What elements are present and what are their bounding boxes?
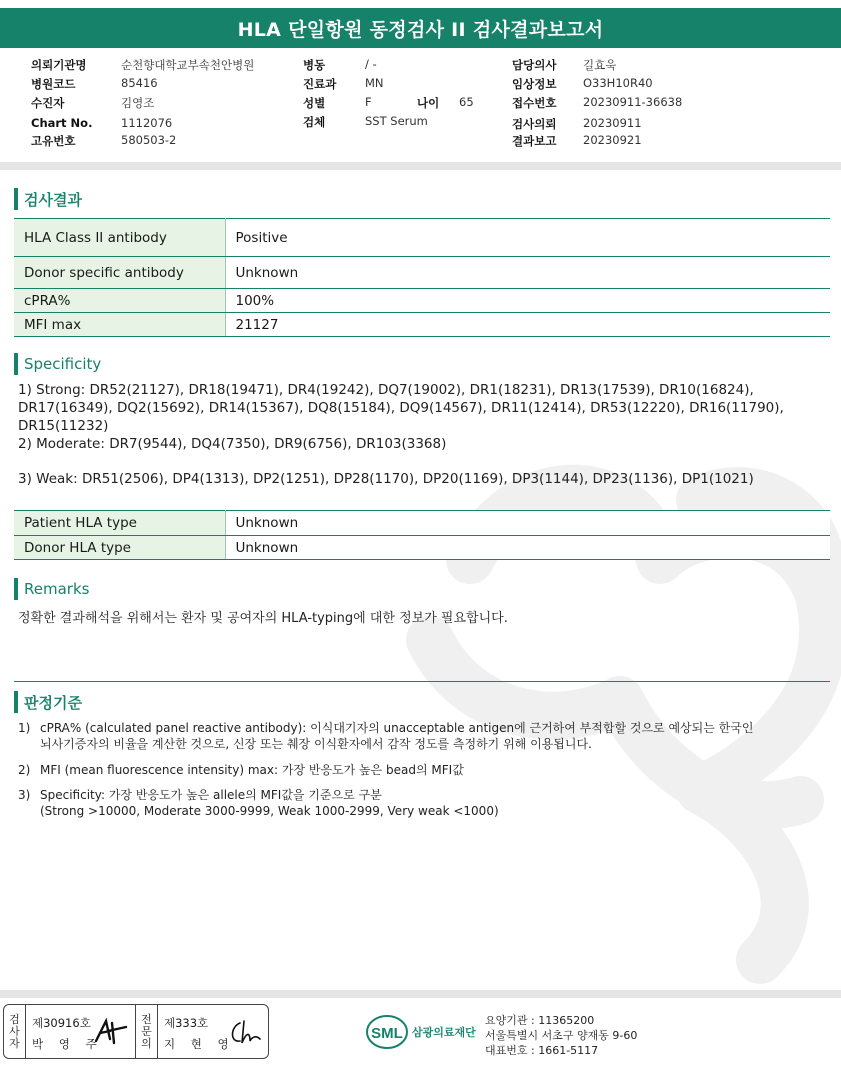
criteria-line: MFI (mean fluorescence intensity) max: 가장 반응도가 높은 bead의 MFI값 xyxy=(40,763,464,777)
examiner-number: 제30916호 xyxy=(32,1016,91,1030)
criteria-item: 2) MFI (mean fluorescence intensity) max: 가장 반응도가 높은 bead의 MFI값 xyxy=(18,762,808,780)
signature-box xyxy=(3,1004,269,1059)
table-row xyxy=(14,219,830,257)
heading-accent-bar xyxy=(14,691,18,713)
specificity-strong: 1) Strong: DR52(21127), DR18(19471), DR4(19242), DQ7(19002), DR1(18231), DR13(17539), DR10(16824), DR17(16349), DQ2(15692), DR14(15367), DQ8(15184), DQ9(14567), DR11(12414), DR53(12220), DR16(11790), DR15(11232) xyxy=(18,382,784,434)
hla-type-value: Unknown xyxy=(225,536,830,560)
specificity-moderate: 2) Moderate: DR7(9544), DQ4(7350), DR9(6756), DR103(3368) xyxy=(18,436,447,452)
specificity-weak: 3) Weak: DR51(2506), DP4(1313), DP2(1251), DP28(1170), DP20(1169), DP3(1144), DP23(1136), DP1(1021) xyxy=(18,471,754,487)
report-header: 의뢰기관명 순천향대학교부속천안병원 병원코드 85416 수진자 김영조 Chart No. 1112076 고유번호 580503-2 병동 / - 진료과 MN 성별 F 나이 65 검체 SST Serum 담당의사 길효욱 임상정보 O33H10R40 접수번호 20230911-36638 검사의뢰 20230911 결과보고 20230921 xyxy=(31,57,683,148)
table-row xyxy=(14,511,830,536)
remarks-divider xyxy=(14,681,830,682)
report-title: HLA 단일항원 동정검사 II 검사결과보고서 xyxy=(0,8,841,48)
heading-accent-bar xyxy=(14,578,18,600)
result-key: HLA Class II antibody xyxy=(14,219,225,257)
criteria-heading: 판정기준 xyxy=(14,691,82,713)
result-value: Positive xyxy=(225,219,830,257)
examiner-cell xyxy=(26,1005,136,1058)
result-key: Donor specific antibody xyxy=(14,257,225,289)
hla-type-value: Unknown xyxy=(225,511,830,536)
sml-logo xyxy=(366,1014,476,1050)
results-heading: 검사결과 xyxy=(14,188,82,210)
result-key: MFI max xyxy=(14,313,225,337)
heading-accent-bar xyxy=(14,353,18,375)
table-row xyxy=(14,536,830,560)
criteria-line: cPRA% (calculated panel reactive antibody): 이식대기자의 unacceptable antigen에 근거하여 부적합할 것으로 예상되는 한국인 xyxy=(40,721,754,735)
hla-type-key: Donor HLA type xyxy=(14,536,225,560)
results-table xyxy=(14,218,830,337)
examiner-signature-icon xyxy=(94,1017,128,1047)
criteria-line: (Strong >10000, Moderate 3000-9999, Weak 1000-2999, Very weak <1000) xyxy=(40,804,499,818)
remarks-text: 정확한 결과해석을 위해서는 환자 및 공여자의 HLA-typing에 대한 정보가 필요합니다. xyxy=(18,611,508,626)
specialist-signature-icon xyxy=(228,1017,262,1047)
specialist-label: 전 문 의 xyxy=(136,1005,158,1058)
examiner-label: 검 사 자 xyxy=(4,1005,26,1058)
phone-number: 대표번호 : 1661-5117 xyxy=(485,1044,599,1057)
hla-type-table xyxy=(14,510,830,560)
specialist-cell xyxy=(158,1005,268,1058)
specialist-name: 지 현 영 xyxy=(164,1037,235,1051)
result-value: Unknown xyxy=(225,257,830,289)
criteria-line: Specificity: 가장 반응도가 높은 allele의 MFI값을 기준으로 구분 xyxy=(40,788,382,802)
table-row xyxy=(14,257,830,289)
table-row xyxy=(14,289,830,313)
hla-type-key: Patient HLA type xyxy=(14,511,225,536)
table-row xyxy=(14,313,830,337)
foundation-name: 삼광의료재단 xyxy=(412,1026,476,1039)
criteria-item: 1) cPRA% (calculated panel reactive antibody): 이식대기자의 unacceptable antigen에 근거하여 부적합할 것으로 예상되는 한국인 뇌사기증자의 비율을 계산한 것으로, 신장 또는 췌장 이식환자에서 감작 정도를 측정하기 위해 이용됩니다. xyxy=(18,720,808,754)
sml-logo-icon xyxy=(366,1014,408,1050)
street-address: 서울특별시 서초구 양재동 9-60 xyxy=(485,1029,638,1042)
result-value: 21127 xyxy=(225,313,830,337)
result-key: cPRA% xyxy=(14,289,225,313)
header-divider xyxy=(0,162,841,170)
remarks-heading: Remarks xyxy=(14,578,89,600)
specialist-number: 제333호 xyxy=(164,1016,209,1030)
footer-divider xyxy=(0,990,841,998)
lab-address xyxy=(485,1013,637,1058)
specificity-heading: Specificity xyxy=(14,353,101,375)
criteria-item: 3) Specificity: 가장 반응도가 높은 allele의 MFI값을 기준으로 구분 (Strong >10000, Moderate 3000-9999, Weak 1000-2999, Very weak <1000) xyxy=(18,787,808,821)
criteria-line: 뇌사기증자의 비율을 계산한 것으로, 신장 또는 췌장 이식환자에서 감작 정도를 측정하기 위해 이용됩니다. xyxy=(40,737,592,751)
heading-accent-bar xyxy=(14,188,18,210)
result-value: 100% xyxy=(225,289,830,313)
institution-code: 요양기관 : 11365200 xyxy=(485,1014,595,1027)
examiner-name: 박 영 주 xyxy=(32,1037,103,1051)
svg-text:SML: SML xyxy=(371,1025,403,1042)
